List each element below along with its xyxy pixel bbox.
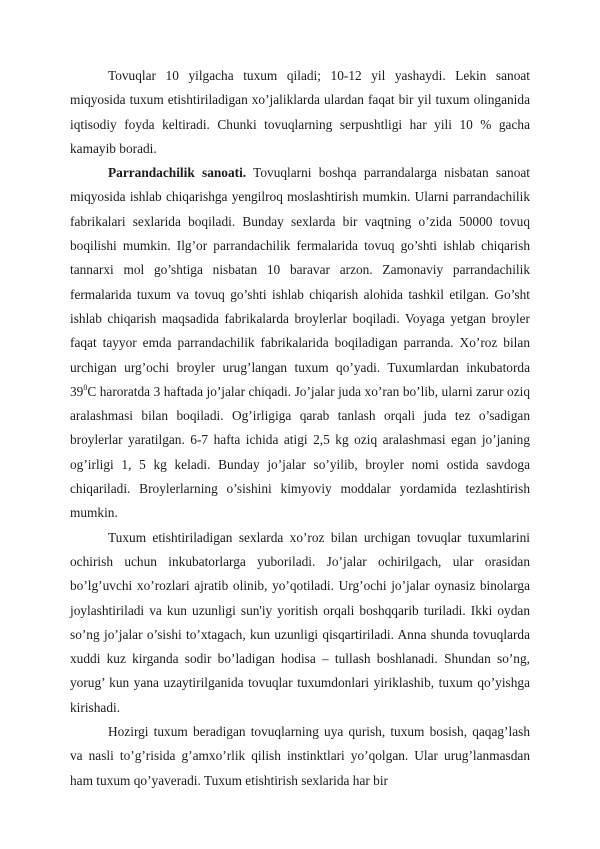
paragraph-poultry-industry-text-continued: C haroratda 3 haftada jo’jalar chiqadi. Jo’jalar juda xo’ran bo’lib, ularni zarur oziq aralashmasi bilan boqiladi. Og’irligiga qarab tanlash orqali juda tez o’sadigan broylerlar yaratilgan. 6-7 hafta ichida atigi 2,5 kg oziq aralashmasi egan jo’janing og’irligi 1, 5 kg keladi. Bunday jo’jalar so’yilib, broyler nomi ostida savdoga chiqariladi. Broylerlarning o’sishini kimyoviy moddalar yordamida tezlashtirish mumkin. — [70, 383, 530, 521]
paragraph-poultry-industry-text: Tovuqlarni boshqa parrandalarga nisbatan sanoat miqyosida ishlab chiqarishga yengilroq moslashtirish mumkin. Ularni parrandachilik fabrikalari sexlarida boqiladi. Bunday sexlarda bir vaqtning o’zida 50000 tovuq boqilishi mumkin. Ilg’or parrandachilik fermalarida tovuq go’shti ishlab chiqarish tannarxi mol go’shtiga nisbatan 10 baravar arzon. Zamonaviy parrandachilik fermalarida tuxum va tovuq go’shti ishlab chiqarish alohida tashkil etilgan. Go’sht ishlab chiqarish maqsadida fabrikalarda broylerlar boqiladi. Voyaga yetgan broyler faqat tayyor emda parrandachilik fabrikalarida boqiladigan parranda. Xo’roz bilan urchigan urg’ochi broyler urug’langan tuxum qo’yadi. Tuxumlardan inkubatorda 39 — [70, 165, 530, 399]
paragraph-egg-sections: Tuxum etishtiriladigan sexlarda xo’roz bilan urchigan tovuqlar tuxumlarini ochirish uchun inkubatorlarga yuboriladi. Jo’jalar ochirilgach, ular orasidan bo’lg’uvchi xo’rozlari ajratib olinib, yo’qotiladi. Urg’ochi jo’jalar oynasiz binolarga joylashtiriladi va kun uzunligi sun'iy yoritish orqali boshqqarib turiladi. Ikki oydan so’ng jo’jalar o’sishi to’xtagach, kun uzunligi qisqartiriladi. Anna shunda tovuqlarda xuddi kuz kirganda sodir bo’ladigan hodisa – tullash boshlanadi. Shundan so’ng, yorug’ kun yana uzaytirilganida tovuqlar tuxumdonlari yiriklashib, tuxum qo’yishga kirishadi. — [70, 529, 530, 715]
degree-superscript: 0 — [83, 382, 88, 392]
paragraph-lifespan: Tovuqlar 10 yilgacha tuxum qiladi; 10-12 yil yashaydi. Lekin sanoat miqyosida tuxum etishtiriladigan xo’jaliklarda ulardan faqat bir yil tuxum olinganida iqtisodiy foyda keltiradi. Chunki tovuqlarning serpushtligi har yili 10 % gacha kamayib boradi. — [70, 68, 530, 156]
section-heading-poultry-industry: Parrandachilik sanoati. — [108, 165, 247, 181]
paragraph-poultry-industry — [70, 161, 530, 525]
paragraph-instincts: Hozirgi tuxum beradigan tovuqlarning uya qurish, tuxum bosish, qaqag’lash va nasli to’g’risida g’amxo’rlik qilish instinktlari yo’qolgan. Ular urug’lanmasdan ham tuxum qo’yaveradi. Tuxum etishtirish sexlarida har bir — [70, 724, 530, 788]
